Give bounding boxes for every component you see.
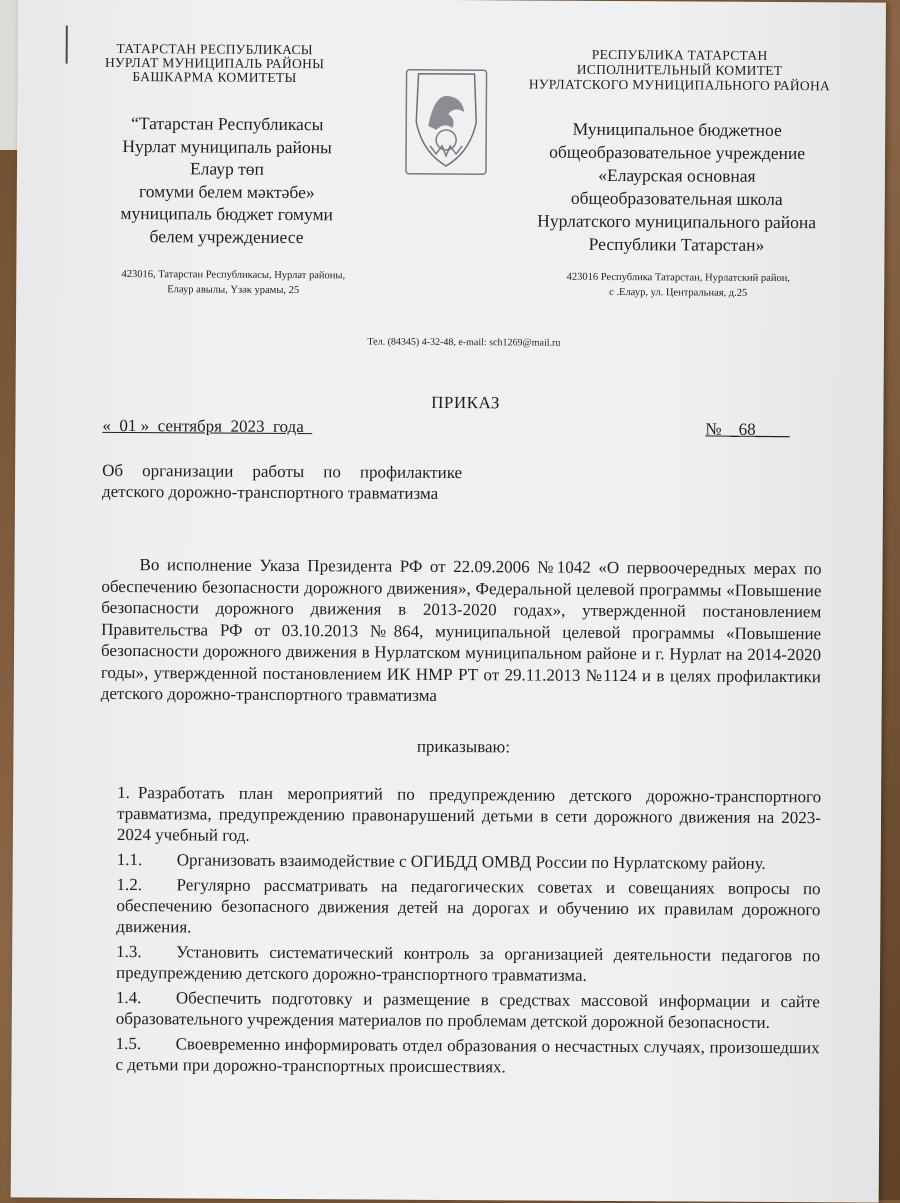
authority-tatar: ТАТАРСТАН РЕСПУБЛИКАСЫ НУРЛАТ МУНИЦИПАЛЬ РАЙОНЫ БАШКАРМА КОМИТЕТЫ: [104, 40, 325, 86]
item-text: Обеспечить подготовку и размещение в средствах массовой информации и сайте образовательного учреждения материалов по проблемам детской дорожной безопасности.: [115, 988, 820, 1032]
order-item: [116, 987, 820, 1033]
item-number: 1.1.: [116, 849, 143, 870]
document-sheet: [11, 0, 886, 1203]
item-number: 1.2.: [116, 874, 143, 895]
item-number: 1.4.: [115, 987, 142, 1008]
school-name-russian: Муниципальное бюджетное общеобразовательное учреждение «Елаурская основная общеобразовательная школа Нурлатского муниципального района Республики Татарстан»: [537, 118, 817, 255]
coat-of-arms-icon: [404, 68, 489, 177]
order-subject: Об организации работы по профилактике детского дорожно-транспортного травматизма: [101, 460, 463, 503]
item-number: 1.3.: [116, 941, 142, 962]
order-date: « 01 » сентября 2023 года: [102, 415, 313, 437]
order-word: приказываю:: [416, 736, 511, 757]
item-number: 1.: [117, 782, 130, 803]
address-tatar: 423016, Татарстан Республикасы, Нурлат районы, Елаур авылы, Үзәк урамы, 25: [121, 268, 346, 297]
item-text: Установить систематический контроль за организацией деятельности педагогов по предупреждению детского дорожно-транспортного травматизма.: [115, 942, 821, 985]
item-text: Своевременно информировать отдел образования о несчастных случаях, произошедших с детьми при дорожно-транспортных происшествиях.: [115, 1034, 820, 1077]
address-russian: 423016 Республика Татарстан, Нурлатский район, с .Елаур, ул. Центральная, д.25: [566, 271, 790, 299]
item-number: 1.5.: [115, 1033, 142, 1054]
item-text: Разработать план мероприятий по предупреждению детского дорожно-транспортного травматизма, предупреждению правонарушений детьми в сети дорожного движения на 2023-2024 учебный год.: [116, 783, 822, 845]
order-item: [116, 874, 820, 941]
contacts: Тел. (84345) 4-32-48, e-mail: sch1269@mail.ru: [367, 336, 561, 349]
preamble-paragraph: Во исполнение Указа Президента РФ от 22.09.2006 №1042 «О первоочередных мерах по обеспечению безопасности дорожного движения», Федеральной целевой программы «Повышение безопасности дорожного движения в 2013-2020 годах», утвержденной постановлением Правительства РФ от 03.10.2013 №864, муниципальной целевой программы «Повышение безопасности дорожного движения в Нурлатском муниципальном районе и г. Нурлат на 2014-2020 годы», утвержденной постановлением ИК НМР РТ от 29.11.2013 №1124 и в целях профилактики детского дорожно-транспортного травматизма: [100, 555, 822, 705]
authority-russian: РЕСПУБЛИКА ТАТАРСТАН ИСПОЛНИТЕЛЬНЫЙ КОМИТЕТ НУРЛАТСКОГО МУНИЦИПАЛЬНОГО РАЙОНА: [528, 46, 831, 94]
order-item: [115, 1033, 819, 1079]
order-number: № _68____: [705, 419, 790, 440]
item-text: Организовать взаимодействие с ОГИБДД ОМВД России по Нурлатскому району.: [176, 850, 766, 873]
order-item: [117, 849, 821, 874]
pen-mark: [66, 26, 68, 64]
school-name-tatar: “Татарстан Республикасы Нурлат муниципаль районы Елаур төп гомуми белем мәктәбе» муниципаль бюджет гомуми белем учреждениесе: [120, 113, 333, 247]
order-items: [115, 782, 821, 1083]
document-title: ПРИКАЗ: [431, 392, 500, 413]
order-item: [116, 941, 820, 987]
item-text: Регулярно рассматривать на педагогических советах и совещаниях вопросы по обеспечению безопасного движения детей на дорогах и обучению их правилам дорожного движения.: [116, 875, 821, 937]
order-item: [117, 782, 821, 849]
